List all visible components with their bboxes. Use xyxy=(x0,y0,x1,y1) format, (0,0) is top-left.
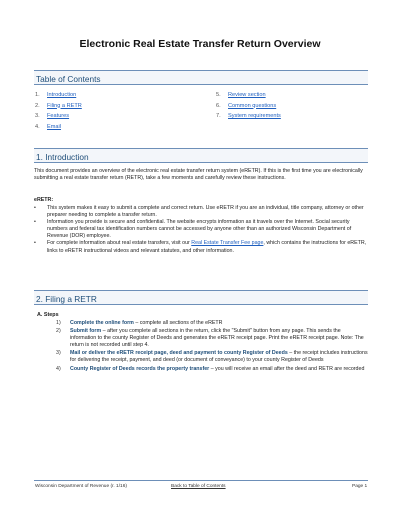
list-item xyxy=(34,219,368,240)
toc-link-questions[interactable]: Common questions xyxy=(228,102,277,109)
step-detail: – you will receive an email after the deed and RETR are recorded xyxy=(209,365,365,372)
steps-list xyxy=(56,320,368,374)
toc-item-number: 2. xyxy=(35,102,40,109)
intro-bullet-list xyxy=(34,205,368,255)
toc-link-introduction[interactable]: Introduction xyxy=(47,92,77,98)
list-item xyxy=(34,205,368,219)
bullet-icon: • xyxy=(34,205,36,211)
step-item xyxy=(56,328,368,349)
toc-item[interactable] xyxy=(216,90,281,101)
step-title: County Register of Deeds records the property transfer xyxy=(70,365,210,372)
toc-link-filing[interactable]: Filing a RETR xyxy=(47,102,82,109)
step-number: 1) xyxy=(56,320,61,326)
toc-heading: Table of Contents xyxy=(34,70,368,85)
bullet-text-post: , which contains the instructions for eRETR, links to eRETR instructional videos and relevant statutes, and other information. xyxy=(47,240,367,254)
toc-link-review[interactable]: Review section xyxy=(228,92,266,98)
step-number: 3) xyxy=(56,350,61,357)
footer-rule xyxy=(34,480,368,481)
step-text xyxy=(70,366,364,373)
bullet-text: Information you provide is secure and confidential. The website encrypts information as it travels over the Internet. Social security numbers and federal tax identification numbers cannot be accessed by anyone other than an authorized Wisconsin Department of Revenue (DOR) employee. xyxy=(47,219,352,240)
step-item xyxy=(56,350,368,364)
bullet-icon: • xyxy=(34,240,36,247)
toc-item-number: 4. xyxy=(35,123,40,130)
bullet-text: This system makes it easy to submit a complete and correct return. Use eRETR if you are an individual, title company, attorney or other preparer needing to complete a transfer return. xyxy=(47,205,364,219)
toc-item[interactable] xyxy=(35,111,82,122)
step-item xyxy=(56,366,368,373)
step-text xyxy=(70,328,368,349)
step-detail: – after you complete all sections in the return, click the "Submit" button from any page. This sends the information to the county Register of Deeds and generates the eRETR receipt page. Print the eRETR receipt page. Note: The return is not recorded until step 4. xyxy=(70,328,364,349)
intro-heading: 1. Introduction xyxy=(34,148,368,163)
step-item xyxy=(56,320,368,327)
toc-item-number: 6. xyxy=(216,102,221,109)
intro-paragraph: This document provides an overview of the electronic real estate transfer return system (eRETR). If this is the first time you are electronically submitting a real estate transfer return (RETR), take a few moments and carefully review these instructions. xyxy=(34,168,363,182)
toc-item-number: 1. xyxy=(35,92,40,98)
transfer-fee-page-link[interactable]: Real Estate Transfer Fee page xyxy=(191,240,264,247)
page-title: Electronic Real Estate Transfer Return Overview xyxy=(79,38,321,50)
toc-right-column xyxy=(216,90,281,122)
step-number: 2) xyxy=(56,328,61,335)
filing-heading: 2. Filing a RETR xyxy=(34,290,368,305)
step-title: Mail or deliver the eRETR receipt page, deed and payment to county Register of Deeds xyxy=(70,350,288,357)
toc-item-number: 5. xyxy=(216,92,221,98)
footer-page-number: Page 1 xyxy=(352,484,368,489)
step-text xyxy=(70,320,223,327)
step-number: 4) xyxy=(56,365,61,372)
step-detail: – complete all sections of the eRETR xyxy=(133,320,223,326)
toc-link-email[interactable]: Email xyxy=(47,123,61,130)
bullet-text-pre: For complete information about real estate transfers, visit our xyxy=(47,240,192,247)
footer-department: Wisconsin Department of Revenue (r. 1/16) xyxy=(35,484,127,489)
bullet-text xyxy=(47,240,368,254)
toc-item[interactable] xyxy=(216,111,281,122)
step-title: Complete the online form xyxy=(70,320,134,326)
steps-label: A. Steps xyxy=(37,312,59,318)
bullet-icon: • xyxy=(34,219,36,226)
toc-item-number: 3. xyxy=(35,113,40,119)
toc-link-features[interactable]: Features xyxy=(47,113,70,119)
toc-item-number: 7. xyxy=(216,113,221,119)
eretr-subheading: eRETR: xyxy=(34,197,54,203)
toc-item[interactable] xyxy=(216,101,281,112)
list-item xyxy=(34,240,368,254)
toc-link-requirements[interactable]: System requirements xyxy=(228,113,281,119)
back-to-toc-link[interactable]: Back to Table of Contents xyxy=(171,484,226,489)
toc-item[interactable] xyxy=(35,122,82,133)
step-detail: – the receipt includes instructions for delivering the receipt, payment, and deed (or document of conveyance) to your county Register of Deeds xyxy=(70,350,368,364)
toc-left-column xyxy=(35,90,82,132)
step-title: Submit form xyxy=(70,328,102,335)
step-text xyxy=(70,350,368,364)
toc-item[interactable] xyxy=(35,90,82,101)
toc-item[interactable] xyxy=(35,101,82,112)
